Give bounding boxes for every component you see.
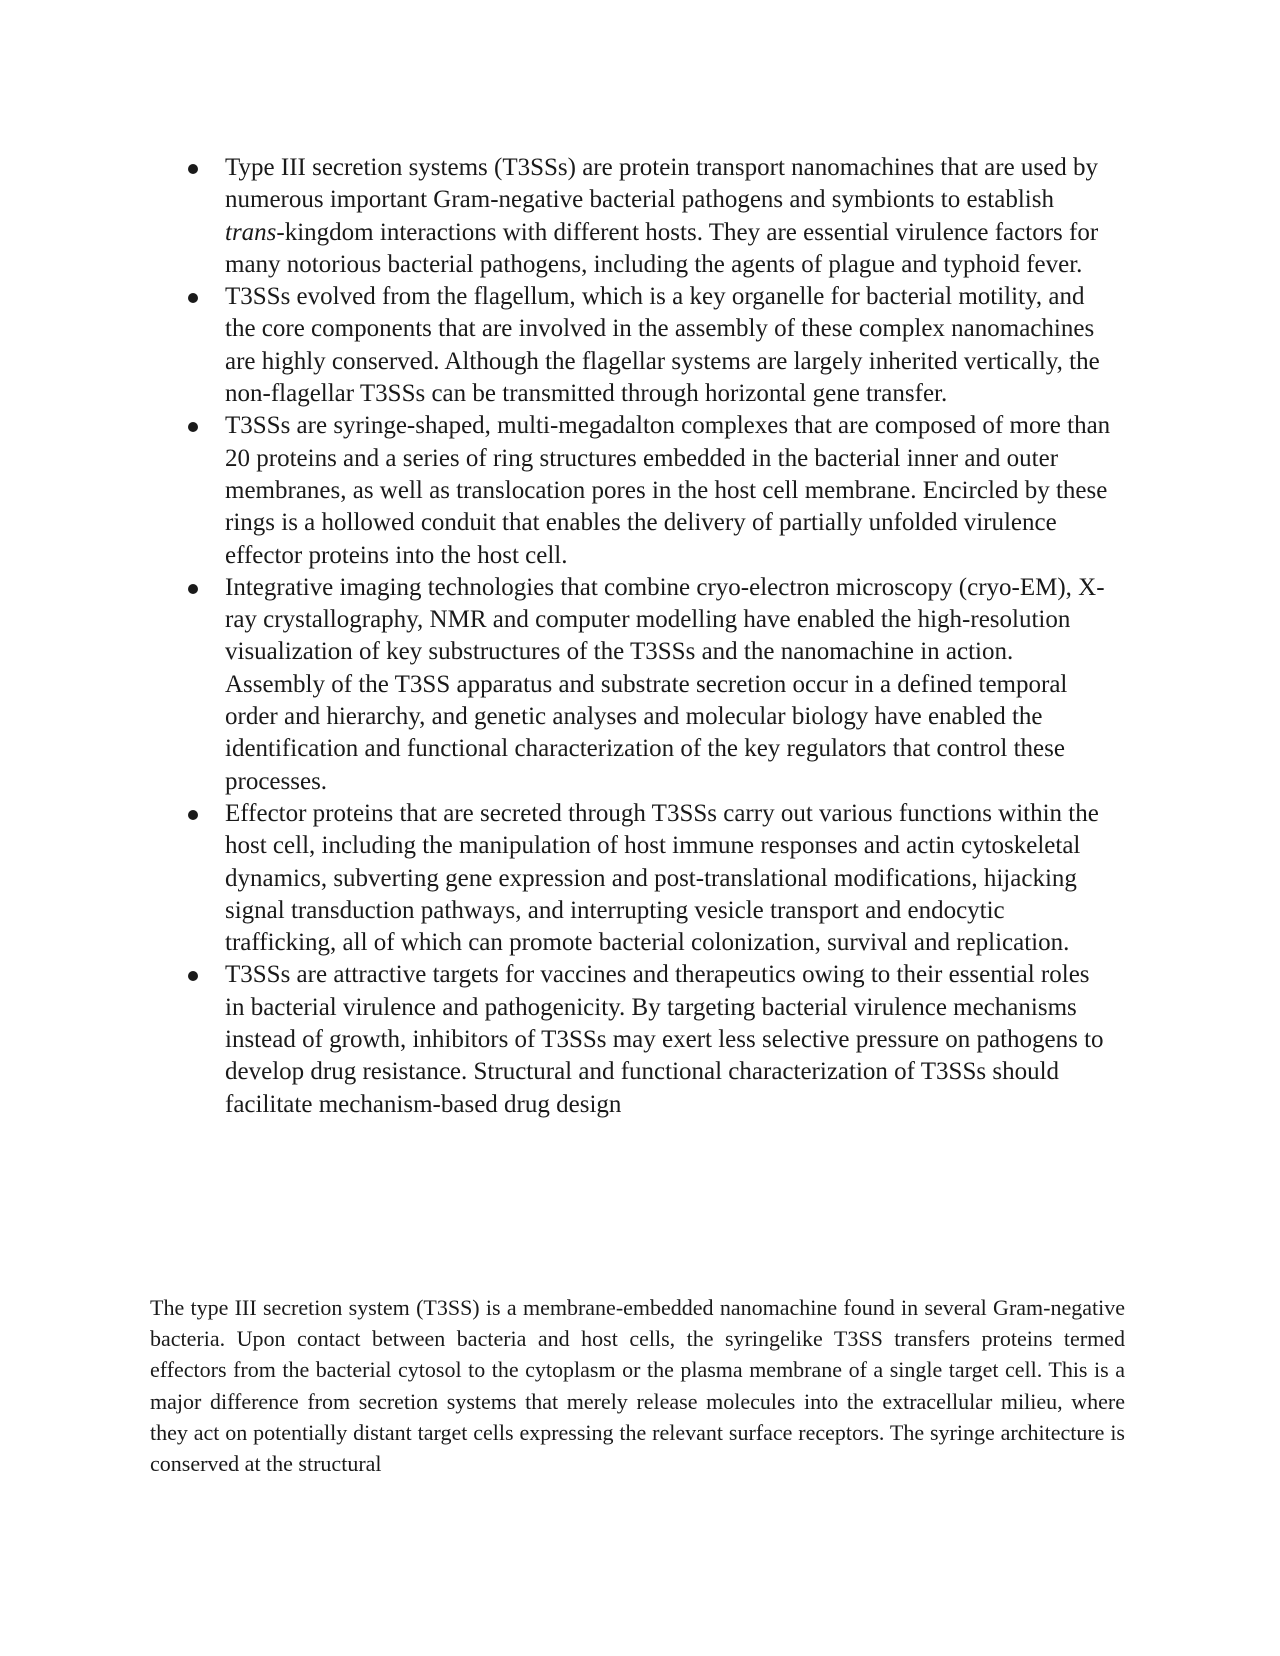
- bullet-text-2: T3SSs evolved from the flagellum, which is a key organelle for bacterial motility, and the core components that are involved in the assembly of these complex nanomachines are highly conserved. Although the flagellar systems are largely inherited vertically, the non-flagellar T3SSs can be transmitted through horizontal gene transfer.: [225, 283, 1100, 408]
- key-points-list: [225, 152, 1115, 1121]
- bullet-item-1: [225, 152, 1115, 281]
- bullet-icon: [188, 293, 198, 303]
- bullet-text-1-italic: trans: [225, 218, 277, 246]
- bullet-icon: [188, 164, 198, 174]
- bullet-item-3: [225, 410, 1115, 571]
- bullet-text-1a: Type III secretion systems (T3SSs) are protein transport nanomachines that are used by numerous important Gram-negative bacterial pathogens and symbionts to establish: [225, 154, 1098, 214]
- bullet-item-2: [225, 281, 1115, 410]
- bullet-icon: [188, 422, 198, 432]
- bullet-text-5: Effector proteins that are secreted through T3SSs carry out various functions within the host cell, including the manipulation of host immune responses and actin cytoskeletal dynamics, subverting gene expression and post-translational modifications, hijacking signal transduction pathways, and interrupting vesicle transport and endocytic trafficking, all of which can promote bacterial colonization, survival and replication.: [225, 799, 1099, 957]
- bullet-item-5: [225, 798, 1115, 959]
- bullet-icon: [188, 584, 198, 594]
- bullet-text-6: T3SSs are attractive targets for vaccines and therapeutics owing to their essential roles in bacterial virulence and pathogenicity. By targeting bacterial virulence mechanisms instead of growth, inhibitors of T3SSs may exert less selective pressure on pathogens to develop drug resistance. Structural and functional characterization of T3SSs should facilitate mechanism-based drug design: [225, 961, 1104, 1118]
- bullet-item-6: [225, 959, 1115, 1120]
- body-paragraph: The type III secretion system (T3SS) is a membrane-embedded nanomachine found in several Gram-negative bacteria. Upon contact between bacteria and host cells, the syringelike T3SS transfers proteins termed effectors from the bacterial cytosol to the cytoplasm or the plasma membrane of a single target cell. This is a major difference from secretion systems that merely release molecules into the extracellular milieu, where they act on potentially distant target cells expressing the relevant surface receptors. The syringe architecture is conserved at the structural: [150, 1295, 1125, 1477]
- bullet-text-3: T3SSs are syringe-shaped, multi-megadalton complexes that are composed of more than 20 proteins and a series of ring structures embedded in the bacterial inner and outer membranes, as well as translocation pores in the host cell membrane. Encircled by these rings is a hollowed conduit that enables the delivery of partially unfolded virulence effector proteins into the host cell.: [225, 412, 1111, 569]
- bullet-text-1b: -kingdom interactions with different hosts. They are essential virulence factors for many notorious bacterial pathogens, including the agents of plague and typhoid fever.: [225, 218, 1099, 278]
- bullet-item-4: [225, 572, 1115, 798]
- bullet-icon: [188, 810, 198, 820]
- bullet-text-4: Integrative imaging technologies that combine cryo-electron microscopy (cryo-EM), X-ray crystallography, NMR and computer modelling have enabled the high-resolution visualization of key substructures of the T3SSs and the nanomachine in action. Assembly of the T3SS apparatus and substrate secretion occur in a defined temporal order and hierarchy, and genetic analyses and molecular biology have enabled the identification and functional characterization of the key regulators that control these processes.: [225, 573, 1105, 795]
- bullet-icon: [188, 971, 198, 981]
